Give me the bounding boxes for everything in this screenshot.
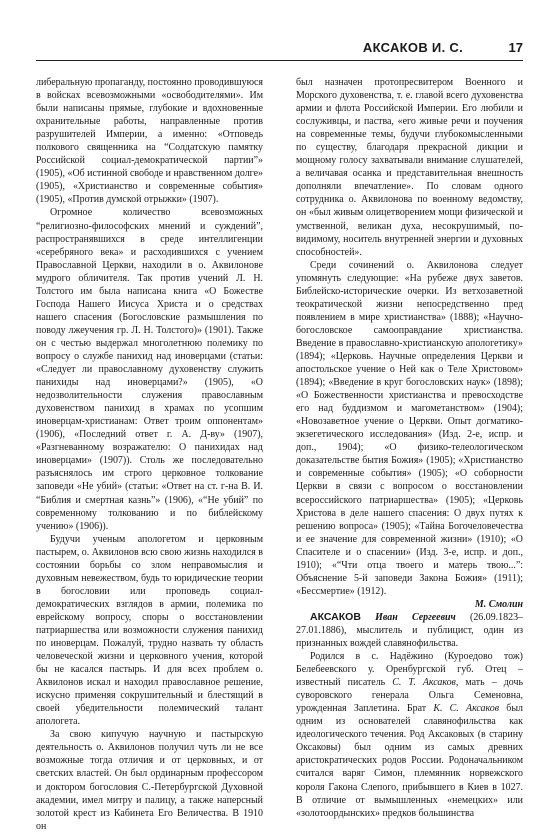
header-rule: [36, 60, 523, 61]
entry-heading: [296, 611, 523, 650]
text-run: Родился в с. Надёжино (Куроедово тож) Белебеевского у. Оренбургской губ. Отец – известный писатель: [296, 651, 523, 689]
paragraph: Будучи ученым апологетом и церковным пастырем, о. Аквилонов всю свою жизнь находился в состоянии борьбы со злом неправомыслия и духовным невежеством, будь то юридические теории в богословии или проповедь социал-демократических взглядов в армии, полемика по еврейскому вопросу, споры о восстановлении патриаршества или возможности служения панихид по иноверцам. Пожалуй, трудно назвать ту область человеческой жизни и церковного учения, которой бы не касался пастырь. И для всех проблем о. Аквилонов искал и находил православное решение, искусно применяя сокрушительный и блестящий в своей убедительности полемический талант апологета.: [36, 533, 263, 728]
running-head: АКСАКОВ И. С.: [362, 40, 463, 55]
paragraph: За свою кипучую научную и пастырскую деятельность о. Аквилонов получил чуть ли не все возможные тогда отличия и от церковных, и от светских властей. Он был ординарным профессором и доктором богословия С.-Петербургской Духовной академии, имел митру и палицу, а также наперсный золотой крест из Кабинета Его Величества. В 1910 он: [36, 729, 263, 832]
right-column: [296, 76, 524, 819]
text-run: был одним из основателей славянофильства как идеологического течения. Род Аксаковых (в старину Оксаковы) был одним из самых древних аристократических родов России. Родоначальником считался варяг Симон, племянник норвежского короля Гакона Слепого, прибывшего в Киев в 1027. В отличие от вымышленных «немецких» или «золотоордынских» предков большинства: [296, 703, 523, 819]
entry-dates-description: (26.09.1823–27.01.1886), мыслитель и публицист, один из признанных вождей славянофильства.: [296, 611, 524, 650]
cross-reference: К. С. Аксаков: [433, 703, 500, 715]
author-signature: М. Смолин: [474, 598, 523, 610]
entry-given-name: Иван Сергеевич: [375, 611, 456, 623]
paragraph: был назначен протопресвитером Военного и Морского духовенства, т. е. главой всего духовенства армии и флота Российской Империи. Его любили и сослуживцы, и паства, «его живые речи и поучения на современные темы, будучи глубокомысленными по существу, благодаря прекрасной дикции и мощному голосу захватывали внимание слушателей, а величавая осанка и представительная внешность дополняли впечатление». По словам одного сотрудника о. Аквилонова по военному ведомству, он «был живым олицетворением мощи физической и умственной, великан духа, несокрушимый, по-видимому, носитель внутренней энергии и духовных способностей».: [296, 77, 523, 258]
paragraph: [296, 650, 523, 820]
page-number: 17: [508, 40, 523, 55]
cross-reference: С. Т. Аксаков: [392, 677, 456, 689]
text-run: , мать – дочь суворовского генерала Ольга Семеновна, урожденная Заплетина. Брат: [296, 677, 524, 715]
entry-surname: АКСАКОВ: [310, 610, 361, 623]
left-column: [36, 76, 263, 832]
paragraph: либеральную пропаганду, постоянно проводившуюся в войсках всевозможными «освободителями». Им были написаны прямые, глубокие и вдохновенные охранительные работы, направленные против разрушителей Империи, а именно: «Отповедь полкового священника на “Солдатскую памятку Российской социал-демократической партии”» (1905), «Об истинной свободе и нравственном долге» (1905), «Христианство и современные события» (1905), «Против думской отрыжки» (1907).: [36, 77, 263, 206]
paragraph: Среди сочинений о. Аквилонова следует упомянуть следующие: «На рубеже двух заветов. Библейско-исторические очерки. Из ветхозаветной теократической жизни непосредственно пред появлением в мире христианства» (1888); «Научно-богословское самооправдание христианства. Введение в православно-христианскую апологетику» (1894); «Церковь. Научные определения Церкви и апостольское учение о Ней как о Теле Христовом» (1894); «Введение в круг богословских наук» (1898); «О Божественности христианства и превосходстве его над буддизмом и магометанством» (1904); «Новозаветное учение о Церкви. Опыт догматико-экзегетического исследования» (Изд. 2-е, испр. и доп., 1904); «О физико-телеологическом доказательстве бытия Божия» (1905); «Христианство и современные события» (1905); «О соборности Церкви в связи с вопросом о восстановлении всероссийского патриаршества» (1905); «Церковь Христова в деле нашего спасения: О двух путях к решению вопроса» (1905); «Тайна Богочеловечества и ее значение для современной жизни» (1910); «О Спасителе и о спасении» (Изд. 3-е, испр. и доп., 1910); «“Чти отца твоего и матерь твою...”: Объяснение 5-й заповеди Закона Божия» (1911); «Бессмертие» (1912).: [296, 259, 523, 597]
paragraph: Огромное количество всевозможных “религиозно-философских мнений и суждений”, распространявшихся в среде интеллигенции «серебряного века» и расходившихся с учением Православной Церкви, находили в о. Аквилонове мудрого обличителя. Так против учений Л. Н. Толстого им была написана книга «О Божестве Господа Нашего Иисуса Христа и о средствах нашего спасения (Богословские размышления по поводу лжеучения гр. Л. Н. Толстого)» (1901). Также он с честью выдержал многолетнюю полемику по вопросу о службе панихид над иноверцами (статьи: «Следует ли православному духовенству служить панихиды над иноверцами?» (1905), «О недозволительности служения православным духовенством панихид в храмах по усопшим иноверцам-христианам: Ответ троим оппонентам» (1906), «Последний ответ г. А. Д-ву» (1907), «Разгневанному возражателю: О панихидах над иноверцами» (1907)). Столь же последовательно разъяснялось им строго церковное толкование заповеди «Не убий» (статьи: «Ответ на ст. г-на В. И. “Библия и смертная казнь”» (1906), «“Не убий” по современному толкованию и по библейскому учению» (1906)).: [36, 207, 263, 532]
page-header: [36, 34, 523, 62]
